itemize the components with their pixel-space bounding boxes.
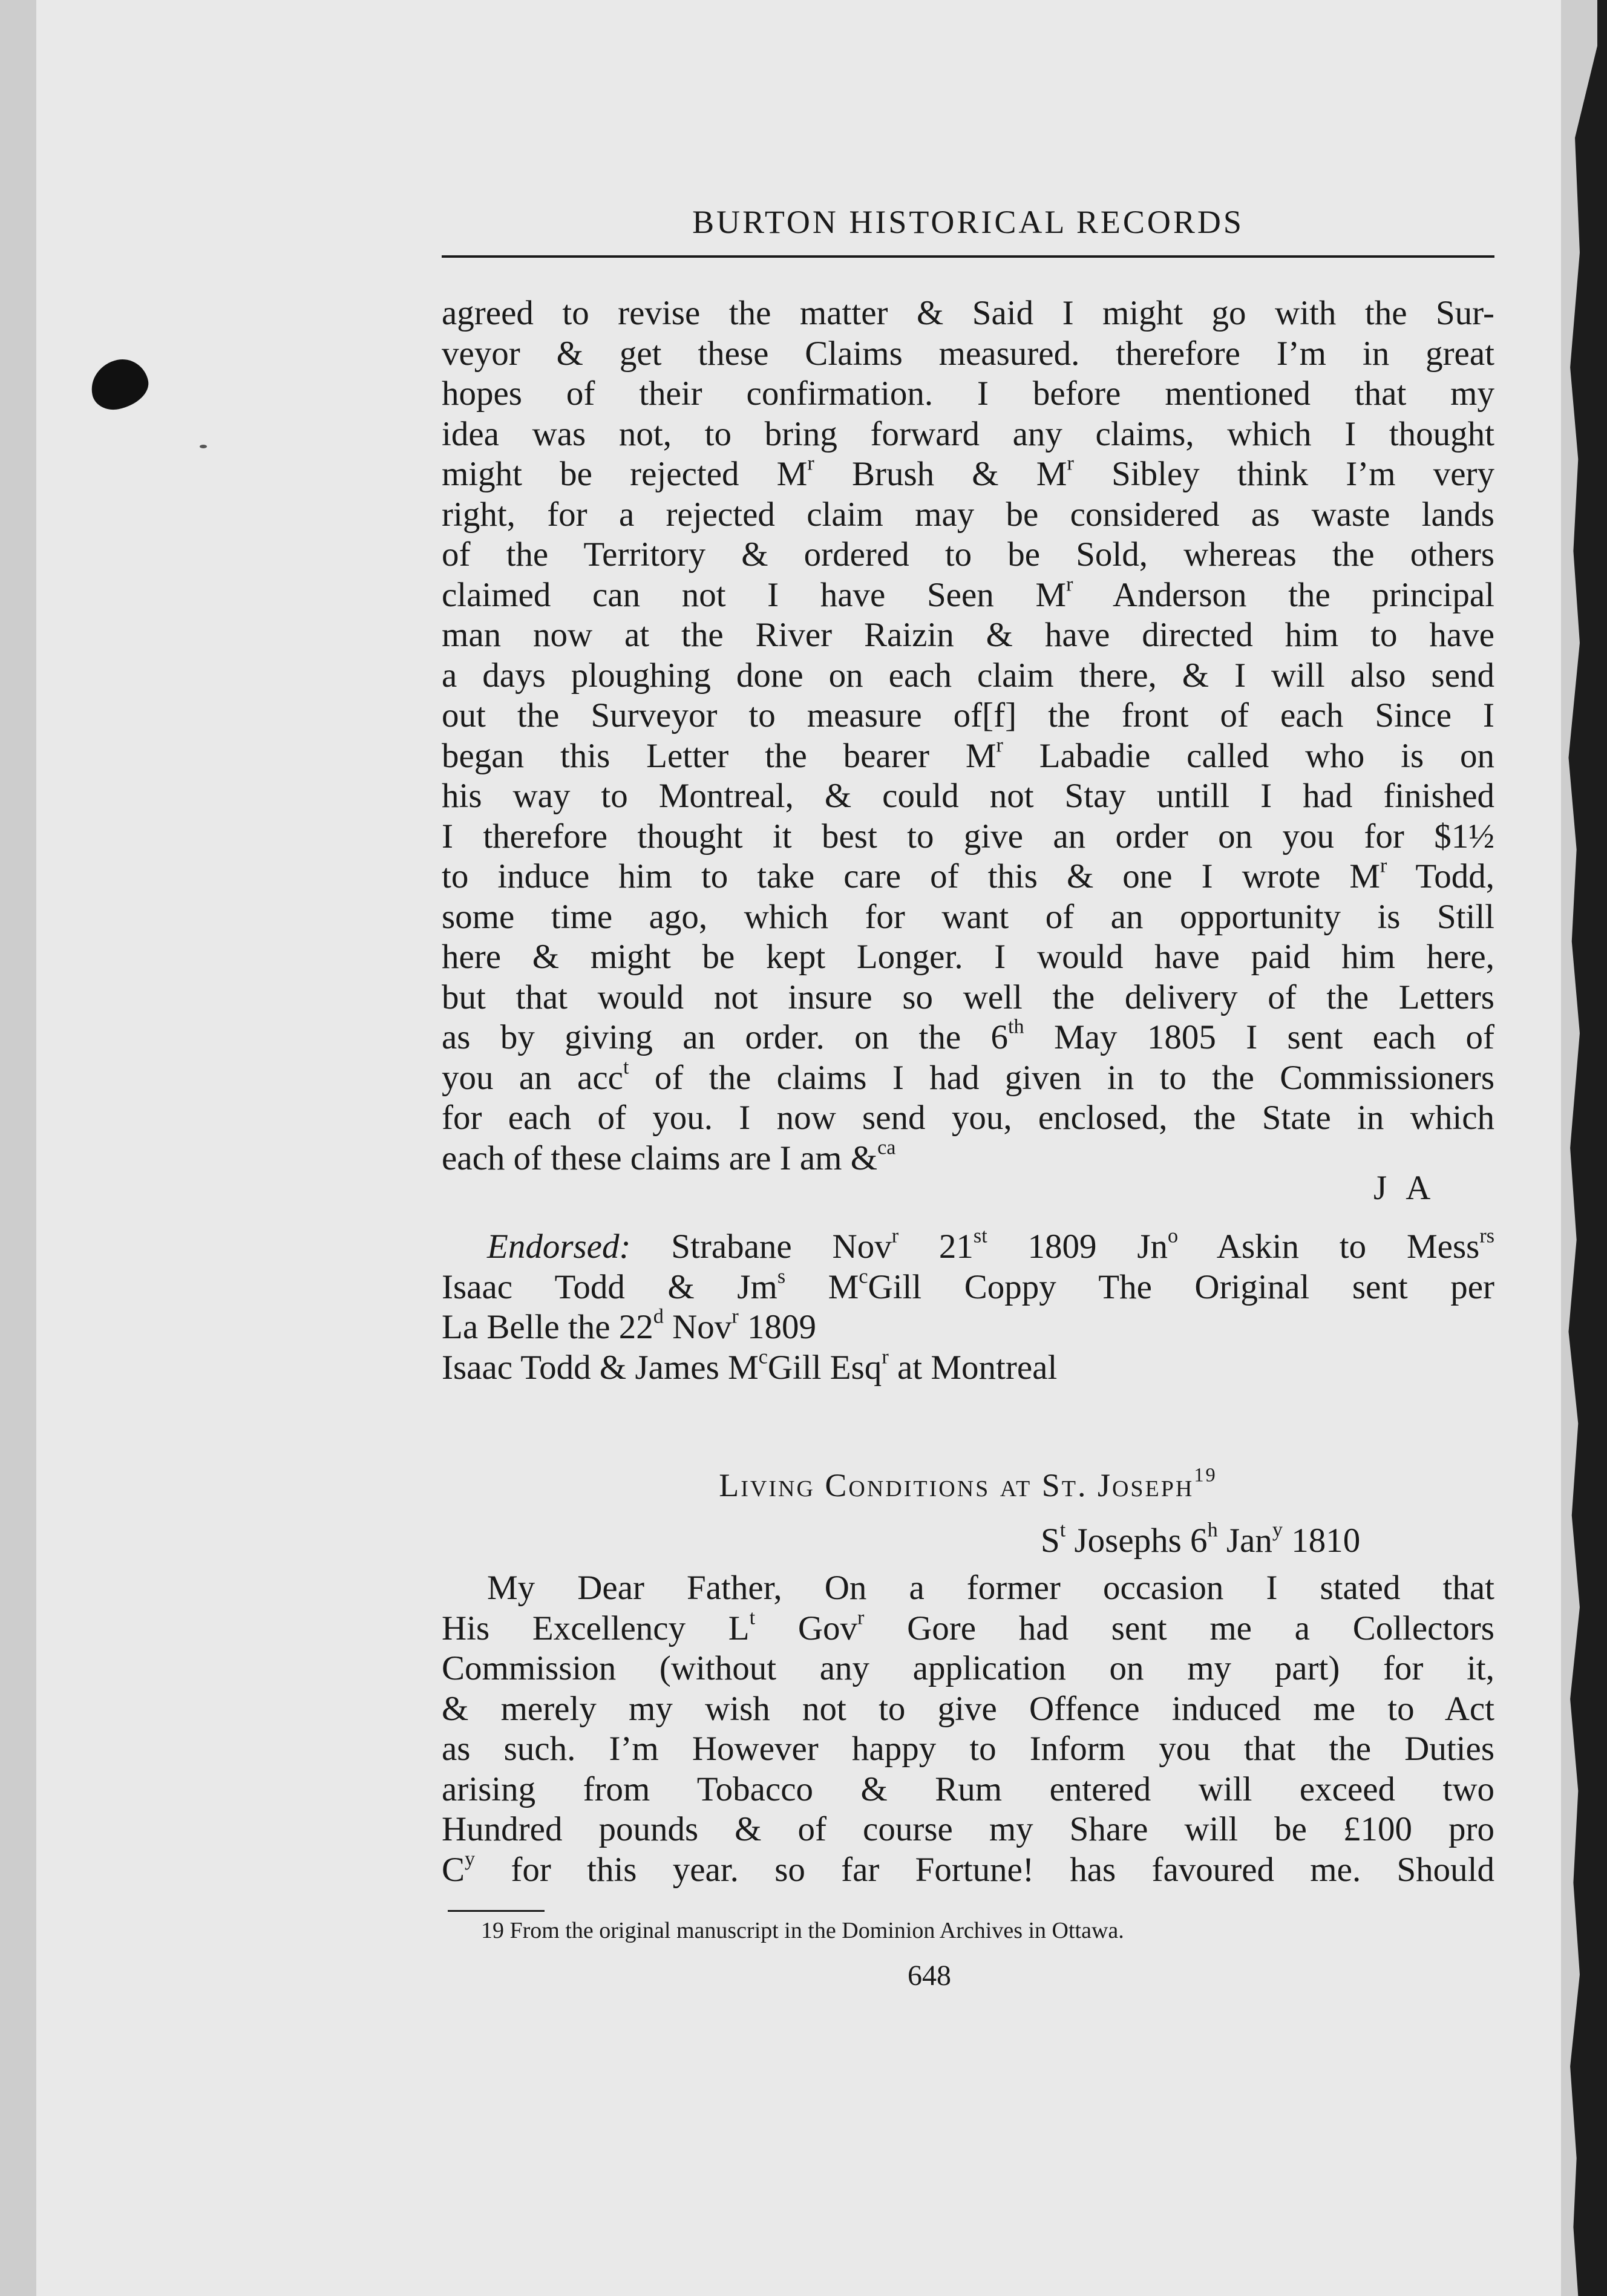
text-line: might be rejected $M^r$ Brush & $M^r$ Sibley think I’m very [442, 452, 1495, 493]
endorsement-line-text: Strabane Nov$^r$ 21st 1809 Jn$^o$ Askin to Mess$^{rs}$ [671, 1225, 1495, 1266]
text-line: you an acc$^t$ of the claims I had given in to the Commissioners [442, 1055, 1495, 1097]
footnote-number: 19 [481, 1918, 504, 1943]
text-line: to induce him to take care of this & one I wrote $M^r$ Todd, [442, 854, 1494, 895]
text-line: his way to Montreal, & could not Stay untill I had finished [442, 777, 1494, 815]
running-head: BURTON HISTORICAL RECORDS [692, 204, 1244, 240]
footnote-rule [448, 1910, 545, 1912]
text-line: as by giving an order. on the 6th May 1805 I sent each of [442, 1015, 1494, 1056]
text-line: as such. I’m However happy to Inform you that the Duties [442, 1730, 1494, 1768]
text-line: & merely my wish not to give Offence induced me to Act [442, 1689, 1494, 1728]
text-line: man now at the River Raizin & have directed him to have [442, 616, 1494, 654]
endorsement-line: La Belle the 22$^d$ Nov$^r$ 1809 [442, 1305, 816, 1346]
signature-initials: J A [1373, 1169, 1437, 1207]
text-line: some time ago, which for want of an opportunity is Still [442, 897, 1494, 936]
endorsed-label: Endorsed: [487, 1228, 631, 1266]
text-line: idea was not, to bring forward any claims, which I thought [442, 414, 1494, 453]
text-line: hopes of their confirmation. I before mentioned that my [442, 374, 1494, 413]
running-head-rule [442, 255, 1494, 258]
text-line: $C^y$ for this year. so far Fortune! has favoured me. Should [442, 1847, 1494, 1889]
text-line: I therefore thought it best to give an order on you for $1½ [442, 817, 1494, 855]
text-line: Commission (without any application on my part) for it, [442, 1649, 1494, 1687]
text-line: claimed can not I have Seen $M^r$ Anderson the principal [442, 572, 1494, 614]
section-title [442, 1464, 1494, 1503]
text-line: agreed to revise the matter & Said I might go with the Sur- [442, 294, 1494, 332]
text-line: for each of you. I now send you, enclosed, the State in which [442, 1099, 1494, 1137]
endorsement [442, 1227, 1494, 1388]
footnote-ref: 19 [1194, 1464, 1217, 1487]
endorsement-line [442, 1227, 1494, 1267]
text-line: right, for a rejected claim may be considered as waste lands [442, 495, 1494, 534]
text-line: here & might be kept Longer. I would have paid him here, [442, 938, 1494, 976]
text-line: each of these claims are I am &$^{ca}$ [442, 1136, 896, 1177]
footnote [481, 1919, 1124, 1942]
endorsement-line: Isaac Todd & James $M^cGill$ Esq$^r$ at Montreal [442, 1345, 1058, 1387]
text-line: My Dear Father, On a former occasion I stated that [487, 1569, 1494, 1607]
text-line: of the Territory & ordered to be Sold, whereas the others [442, 535, 1494, 574]
section-title-text: Living Conditions at St. Joseph [719, 1467, 1194, 1503]
endorsement-line: Isaac Todd & Jm$^s$ $M^cGill$ Coppy The Original sent per [442, 1264, 1494, 1306]
ink-speck [200, 445, 207, 448]
letter-dateline: $S^t$ Josephs 6$^h$ Jan$^y$ 1810 [1041, 1519, 1361, 1560]
text-line: arising from Tobacco & Rum entered will exceed two [442, 1770, 1494, 1808]
text-line: but that would not insure so well the delivery of the Letters [442, 978, 1494, 1016]
text-line: His Excellency $L^t$ Gov$^r$ Gore had sent me a Collectors [442, 1606, 1494, 1647]
letter-body-2 [442, 1568, 1494, 1890]
page-number: 648 [908, 1960, 951, 1992]
text-line: out the Surveyor to measure of[f] the front of each Since I [442, 696, 1494, 734]
text-line: veyor & get these Claims measured. therefore I’m in great [442, 334, 1494, 373]
letter-body [442, 293, 1494, 1179]
text-line: a days ploughing done on each claim there, & I will also send [442, 656, 1494, 695]
text-line: began this Letter the bearer $M^r$ Labadie called who is on [442, 733, 1494, 775]
footnote-text: From the original manuscript in the Dominion Archives in Ottawa. [509, 1918, 1124, 1943]
text-line: Hundred pounds & of course my Share will be £100 pro [442, 1810, 1494, 1848]
